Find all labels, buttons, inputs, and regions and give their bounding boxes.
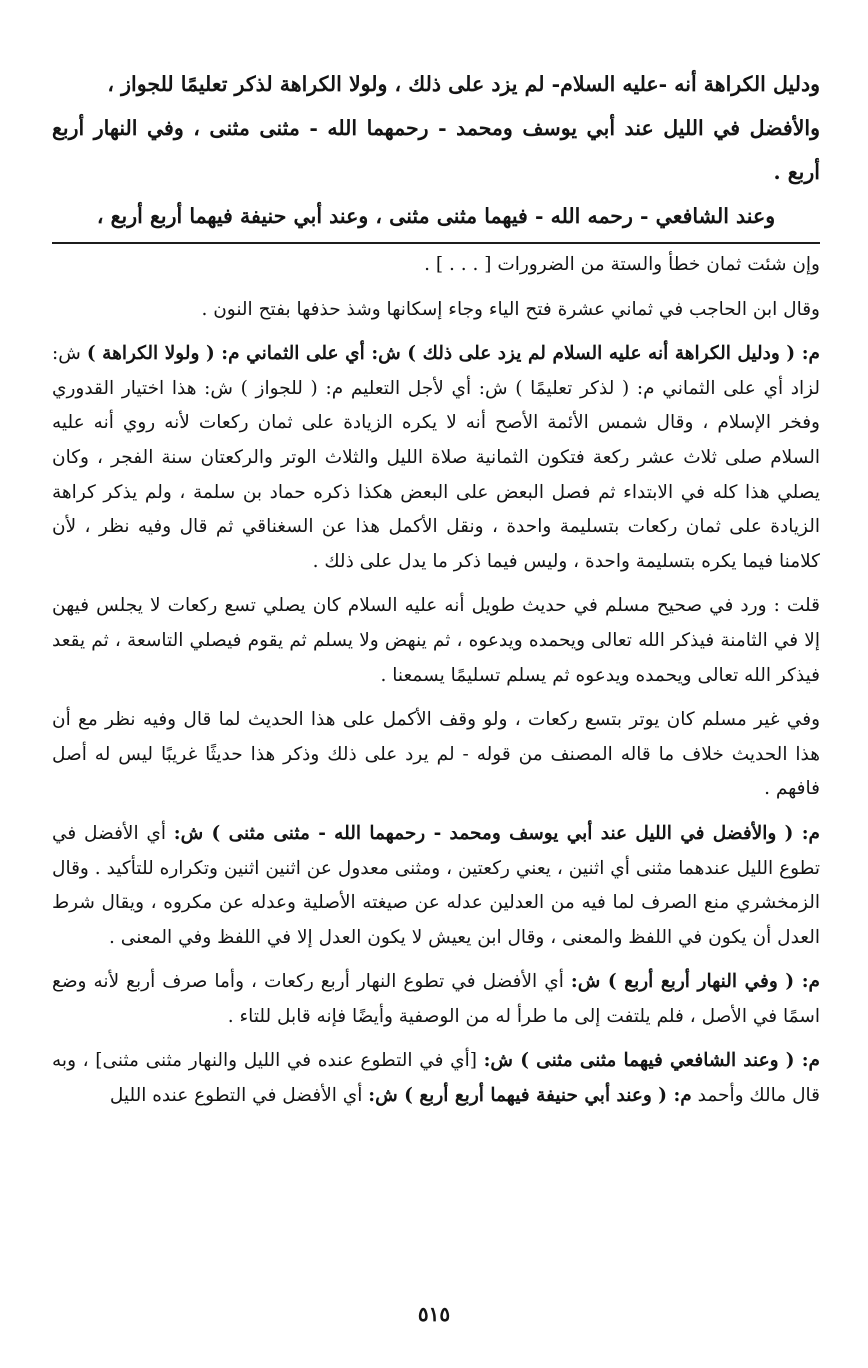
page-number: ٥١٥ xyxy=(417,1302,451,1326)
commentary-paragraph-2: قلت : ورد في صحيح مسلم في حديث طويل أنه عليه السلام كان يصلي تسع ركعات لا يجلس فيهن إلا في الثامنة فيذكر الله تعالى ويحمده ويدعوه ، ثم ينهض ولا يسلم ثم يقوم فيصلي التاسعة ، ثم يقعد فيذكر الله تعالى ويحمده ويدعوه ثم يسلم تسليمًا يسمعنا . xyxy=(52,595,820,686)
commentary-paragraph-1 xyxy=(52,337,820,579)
matn-separator-line xyxy=(52,242,820,244)
verse-line: وإن شئت ثمان خطأ والستة من الضرورات [ . . . ] . xyxy=(424,254,820,275)
ibn-hajib-note: وقال ابن الحاجب في ثماني عشرة فتح الياء وجاء إسكانها وشذ حذفها بفتح النون . xyxy=(201,298,820,320)
matn-quote: م: ( وعند أبي حنيفة فيهما أربع أربع ) ش: xyxy=(368,1085,692,1107)
sharh-text: [أي في التطوع عنده في الليل والنهار مثنى مثنى] ، وبه قال مالك وأحمد xyxy=(52,1050,820,1107)
matn-line-2: والأفضل في الليل عند أبي يوسف ومحمد - رحمهما الله - مثنى مثنى ، وفي النهار أربع أربع . xyxy=(52,116,820,184)
matn-quote: م: ( والأفضل في الليل عند أبي يوسف ومحمد - رحمهما الله - مثنى مثنى ) ش: xyxy=(173,822,821,844)
matn-line-3: وعند الشافعي - رحمه الله - فيهما مثنى مثنى ، وعند أبي حنيفة فيهما أربع أربع ، xyxy=(96,204,776,228)
sharh-text: أي الأفضل في تطوع الليل عندهما مثنى أي اثنين ، يعني ركعتين ، ومثنى معدول عن اثنين اثنين وتكراره للتأكيد . وقال الزمخشري منع الصرف لما فيه من العدلين عدله عن صيغته الأصلية وعدله عن مكروه ، ويقال شرط العدل أن يكون في اللفظ والمعنى ، وقال ابن يعيش لا يكون العدل إلا في اللفظ وفي المعنى . xyxy=(52,822,820,948)
sharh-text: أي الأفضل في تطوع النهار أربع ركعات ، وأما صرف أربع لأنه وضع اسمًا في الأصل ، فلم يلتفت إلى ما طرأ له من الوصفية وأيضًا فإنه قابل للتاء . xyxy=(52,971,820,1027)
commentary-paragraph-5 xyxy=(52,965,820,1034)
matn-quote: م: ( وفي النهار أربع أربع ) ش: xyxy=(570,971,820,993)
sharh-text: أي الأفضل في التطوع عنده الليل xyxy=(109,1085,363,1107)
matn-quote: م: ( ودليل الكراهة أنه عليه السلام لم يزد على ذلك ) ش: أي على الثماني م: ( ولولا الكراهة ) xyxy=(86,343,820,365)
commentary-paragraph-6 xyxy=(52,1044,820,1113)
book-page xyxy=(52,62,820,1114)
sharh-text: ش: لزاد أي على الثماني م: ( لذكر تعليمًا ) ش: أي لأجل التعليم م: ( للجواز ) ش: هذا اختيار القدوري وفخر الإسلام ، وقال شمس الأئمة الأصح أنه لا يكره الزيادة على ثمان ركعات لأنه روي أنه عليه السلام صلى ثلاث عشر ركعة فتكون الثمانية صلاة الليل والثلاث الوتر والركعتان سنة الفجر ، وكان يصلي هذا كله في الابتداء ثم فصل البعض على البعض هكذا ذكره حماد بن سلمة ، ولم يذكر كراهة الزيادة على ثمان ركعات بتسليمة واحدة ، ونقل الأكمل هذا عن السغناقي ثم قال وفيه نظر ، لأن كلامنا فيما يكره بتسليمة واحدة ، وليس فيما ذكر ما يدل على ذلك . xyxy=(52,343,820,572)
matn-section xyxy=(52,62,820,238)
commentary-paragraph-3: وفي غير مسلم كان يوتر بتسع ركعات ، ولو وقف الأكمل على هذا الحديث لما قال وفيه نظر مع أن هذا الحديث خلاف ما قاله المصنف من قوله - لم يرد على ذلك وذكر هذا حديثًا غريبًا ليس له أصل فافهم . xyxy=(52,709,820,800)
commentary-paragraph-4 xyxy=(52,817,820,955)
commentary-section xyxy=(52,248,820,1114)
matn-line-1: ودليل الكراهة أنه -عليه السلام- لم يزد على ذلك ، ولولا الكراهة لذكر تعليمًا للجواز ، xyxy=(107,72,820,96)
matn-quote: م: ( وعند الشافعي فيهما مثنى مثنى ) ش: xyxy=(483,1050,821,1072)
